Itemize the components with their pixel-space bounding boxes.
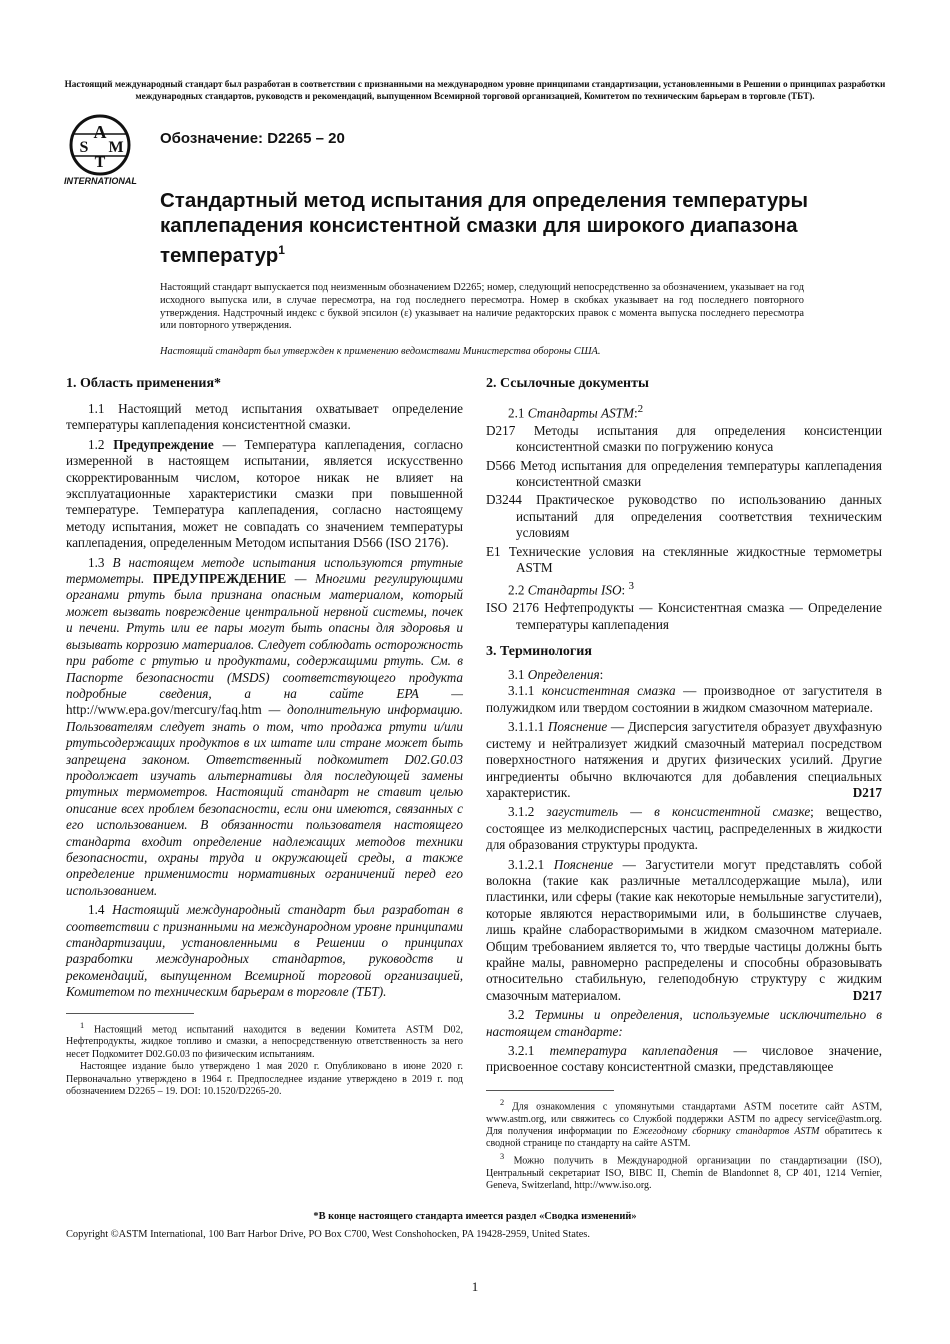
- para-1-1: 1.1 Настоящий метод испытания охватывает определение температуры каплепадения консистентной смазки.: [66, 401, 463, 433]
- ref-d3244: D3244 Практическое руководство по использованию данных испытаний для определения соответствия техническим условиям: [486, 492, 882, 541]
- para-3-1-1: 3.1.1 консистентная смазка — производное от загустителя в полужидком или твердом состоянии в жидком смазочном материале.: [486, 683, 883, 715]
- svg-text:M: M: [108, 139, 124, 156]
- footnote-1: $^1$ Настоящий метод испытаний находится в ведении Комитета ASTM D02, Нефтепродукты, жидкое топливо и смазки, а непосредственную ответственность за него несет Подкомитет D02.G0.03 по физическим испытаниям. Настоящее издание было утверждено 1 мая 2020 г. Опубликовано в июне 2020 г. Первоначально утверждено в 1964 г. Предпоследнее издание утверждено в 2019 г. под обозначением D2265 – 19. DOI: 10.1520/D2265-20.: [66, 1020, 463, 1097]
- para-3-1-2-1: 3.1.2.1 Пояснение — Загустители могут представлять собой волокна (такие как различные металлсодержащие мыла), или пластинки, или сферы (такие как некоторые немыльные загустители), которые являются нерастворимыми или, в большинстве случаев, лишь крайне слаборастворимыми в жидком смазочном материале. Общим требованием является то, что твердые частицы должны быть крайне малы, равномерно распределены и способны образовывать относительно стабильную, гелеподобную структуру с жидким смазочным материалом. D217: [486, 856, 882, 1003]
- footnote-divider: [66, 1013, 194, 1014]
- summary-of-changes-note: *В конце настоящего стандарта имеется раздел «Сводка изменений»: [313, 1211, 637, 1222]
- para-2-2: 2.2 Стандарты ISO: $^3$: [508, 580, 634, 598]
- svg-text:T: T: [94, 154, 106, 171]
- footnotes-2-3: [486, 1097, 882, 1193]
- section-1-heading: 1. Область применения*: [66, 376, 222, 391]
- section-2-heading: 2. Ссылочные документы: [486, 376, 649, 391]
- ref-d566: D566 Метод испытания для определения температуры каплепадения консистентной смазки: [486, 457, 882, 490]
- document-title: [160, 188, 840, 268]
- para-3-2: 3.2 Термины и определения, используемые исключительно в настоящем стандарте:: [486, 1007, 882, 1039]
- section-3-heading: 3. Терминология: [486, 644, 592, 660]
- para-3-1: 3.1 Определения:: [508, 667, 604, 683]
- ref-iso-2176: ISO 2176 Нефтепродукты — Консистентная смазка — Определение температуры каплепадения: [486, 600, 882, 632]
- footnote-divider: [486, 1090, 614, 1091]
- para-3-1-2: 3.1.2 загуститель — в консистентной смазке; вещество, состоящее из мелкодисперсных частиц, распределенных в жидкости для образования структуры продукта.: [486, 804, 882, 853]
- top-notice: Настоящий международный стандарт был разработан в соответствии с признанными на международном уровне принципами стандартизации, установленными в Решении о принципах разработки международных стандартов, руководств и рекомендаций, выпущенном Всемирной торговой организацией, Комитетом по техническим барьерам в торговле (ТБТ).: [64, 79, 886, 101]
- title-text: Стандартный метод испытания для определения температуры каплепадения консистентной смазки для широкого диапазона температур: [160, 189, 809, 267]
- svg-text:A: A: [93, 122, 107, 142]
- para-1-3: 1.3 В настоящем методе испытания используются ртутные термометры. ПРЕДУПРЕЖДЕНИЕ — Многими регулирующими органами ртуть была признана опасным материалом, который может вызвать повреждение центральной нервной системы, почек и печени. Ртуть или ее пары могут быть опасны для здоровья и вызывать коррозию материалов. Следует соблюдать осторожность при работе с ртутью и продуктами, содержащими ртуть. См. в Паспорте безопасности (MSDS) соответствующего продукта подробные сведения, а на сайте EPA — http://www.epa.gov/mercury/faq.htm — дополнительную информацию. Пользователям следует знать о том, что продажа ртути и/или ртутьсодержащих продуктов в их штате или стране может быть запрещена законом. Ответственный подкомитет D02.G0.03 продолжает изучать альтернативы для последующей замены ртутных термометров. Настоящий стандарт не ставит целью описание всех проблем безопасности, если они имеются, связанных с его использованием. В обязанности пользователя настоящего стандарта входит определение надлежащих методов техники безопасности, охраны труда и окружающей среды, а также определение применимости нормативных ограничений перед его использованием.: [66, 554, 464, 898]
- epa-link[interactable]: http://www.epa.gov/mercury/faq.htm: [66, 702, 262, 718]
- right-column: [486, 375, 882, 1192]
- ref-tag-d217: D217: [852, 784, 882, 800]
- designation: Обозначение: D2265 – 20: [160, 130, 345, 147]
- left-column: [66, 375, 463, 1098]
- svg-text:S: S: [79, 139, 89, 156]
- footnote-3: $^3$ Можно получить в Международной организации по стандартизации (ISO), Центральный секретариат ISO, BIBC II, Chemin de Blandonnet 8, CP 401, 1214 Vernier, Geneva, Switzerland, http://www.iso.org.: [486, 1151, 882, 1191]
- para-1-2: 1.2 Предупреждение — Температура каплепадения, согласно измеренной в настоящем испытании, является искусственно скорректированным числом, которое никак не влияет на эксплуатационные характеристики смазки при повышенной температуре. Температура каплепадения, согласно настоящему методу испытания, может не совпадать со значением температуры каплепадения, определенным Методом испытания D566 (ISO 2176).: [66, 436, 464, 551]
- footnote-2: $^2$ Для ознакомления с упомянутыми стандартами ASTM посетите сайт ASTM, www.astm.org, или свяжитесь со Службой поддержки ASTM по адресу service@astm.org. Для получения информации по Ежегодному сборнику стандартов ASTM обратитесь к сводной странице по стандарту на сайте ASTM.: [486, 1097, 882, 1150]
- para-1-4: 1.4 Настоящий международный стандарт был разработан в соответствии с признанными на международном уровне принципами стандартизации, установленными в Решении о принципах разработки международных стандартов, руководств и рекомендаций, выпущенном Всемирной торговой организацией, Комитетом по техническим барьерам в торговле (ТБТ).: [66, 902, 463, 1000]
- title-footnote-ref: 1: [278, 243, 285, 257]
- ref-e1: E1 Технические условия на стеклянные жидкостные термометры ASTM: [486, 543, 882, 576]
- page-number: 1: [471, 1279, 479, 1294]
- ref-d217: D217 Методы испытания для определения консистенции консистентной смазки по погружению конуса: [486, 422, 882, 455]
- para-3-1-1-1: 3.1.1.1 Пояснение — Дисперсия загустителя образует двухфазную систему и нейтрализует жидкий смазочный материал посредством поверхностного натяжения и других физических усилий. Другие ингредиенты обычно включаются для добавления специальных характеристик. D217: [486, 719, 882, 800]
- para-3-2-1: 3.2.1 температура каплепадения — числовое значение, присвоенное составу консистентной смазки, представляющее: [486, 1043, 882, 1075]
- approval-note: Настоящий стандарт был утвержден к применению ведомствами Министерства обороны США.: [160, 346, 601, 357]
- logo-caption: INTERNATIONAL: [64, 176, 137, 186]
- intro-paragraph: Настоящий стандарт выпускается под неизменным обозначением D2265; номер, следующий непосредственно за обозначением, указывает на год исходного выпуска или, в случае пересмотра, на год последнего пересмотра. Номер в скобках указывает на год последнего повторного утверждения. Надстрочный индекс с буквой эпсилон (ε) указывает на наличие редакторских правок с момента выпуска последнего пересмотра или повторного утверждения.: [160, 282, 804, 332]
- ref-tag-d217: D217: [852, 987, 882, 1003]
- copyright: Copyright ©ASTM International, 100 Barr Harbor Drive, PO Box C700, West Conshohocken, PA 19428-2959, United States.: [66, 1229, 590, 1240]
- para-2-1: 2.1 Стандарты ASTM:$^2$: [508, 403, 644, 421]
